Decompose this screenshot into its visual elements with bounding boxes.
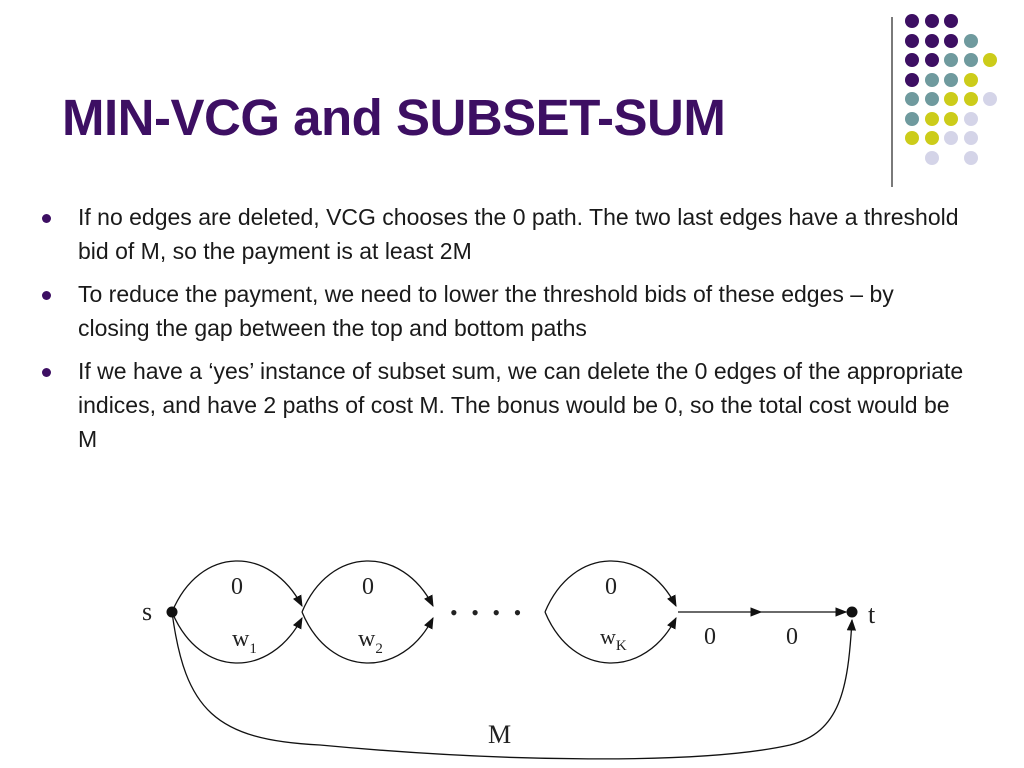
edge-label-wk: $w_K$ [600, 624, 627, 654]
edge-bottom-m [172, 612, 852, 759]
decorative-dot [983, 92, 997, 106]
decorative-dot [925, 53, 939, 67]
decorative-dot [964, 112, 978, 126]
edge-label-zero-2: 0 [362, 574, 374, 600]
decorative-dot [964, 92, 978, 106]
bullet-text: To reduce the payment, we need to lower the threshold bids of these edges – by closing the gap between the top and bottom paths [78, 281, 894, 341]
edge-label-tail-2: 0 [786, 624, 798, 650]
decorative-dot [925, 92, 939, 106]
decorative-dot [925, 34, 939, 48]
decorative-dot [983, 53, 997, 67]
bullet-item [40, 354, 970, 456]
decorative-dot [944, 92, 958, 106]
decorative-dot [905, 34, 919, 48]
decorative-dot [964, 34, 978, 48]
bullet-list [40, 200, 970, 465]
edge-label-w2: $w_2$ [358, 626, 383, 657]
bullet-item [40, 277, 970, 345]
decorative-dot [905, 131, 919, 145]
decorative-dot-grid [900, 10, 1024, 170]
edge-label-m: M [488, 720, 512, 749]
decorative-dot [925, 14, 939, 28]
ellipsis: • • • • [450, 600, 526, 625]
edge-label-zero-1: 0 [231, 574, 243, 600]
edge-label-zero-k: 0 [605, 574, 617, 600]
decorative-dot [964, 151, 978, 165]
graph-diagram [0, 540, 1024, 768]
decorative-dot [905, 92, 919, 106]
decorative-dot [905, 112, 919, 126]
bullet-icon [42, 214, 51, 223]
decorative-dot [925, 73, 939, 87]
bullet-icon [42, 368, 51, 377]
bullet-text: If no edges are deleted, VCG chooses the 0 path. The two last edges have a threshold bid of M, so the payment is at least 2M [78, 204, 959, 264]
decorative-dot [905, 14, 919, 28]
decorative-dot [925, 151, 939, 165]
decorative-dot [944, 131, 958, 145]
decorative-dot [944, 14, 958, 28]
decorative-dot [905, 53, 919, 67]
bullet-text: If we have a ‘yes’ instance of subset sum, we can delete the 0 edges of the appropriate indices, and have 2 paths of cost M. The bonus would be 0, so the total cost would be M [78, 358, 964, 452]
edge-label-w1: $w_1$ [232, 626, 257, 657]
decorative-dot [964, 73, 978, 87]
sink-node [847, 607, 858, 618]
source-label: s [142, 597, 153, 626]
sink-label: t [868, 600, 876, 629]
edge-label-tail-1: 0 [704, 624, 716, 650]
decorative-dot [925, 112, 939, 126]
decorative-dot [905, 73, 919, 87]
decorative-dot [944, 34, 958, 48]
bullet-item [40, 200, 970, 268]
decorative-dot [964, 131, 978, 145]
decorative-dot [964, 53, 978, 67]
decorative-dot [944, 112, 958, 126]
decorative-dot [925, 131, 939, 145]
decorative-dot [944, 53, 958, 67]
decorative-dot [944, 73, 958, 87]
bullet-icon [42, 291, 51, 300]
divider-line [891, 17, 893, 187]
slide-title: MIN-VCG and SUBSET-SUM [62, 89, 726, 146]
